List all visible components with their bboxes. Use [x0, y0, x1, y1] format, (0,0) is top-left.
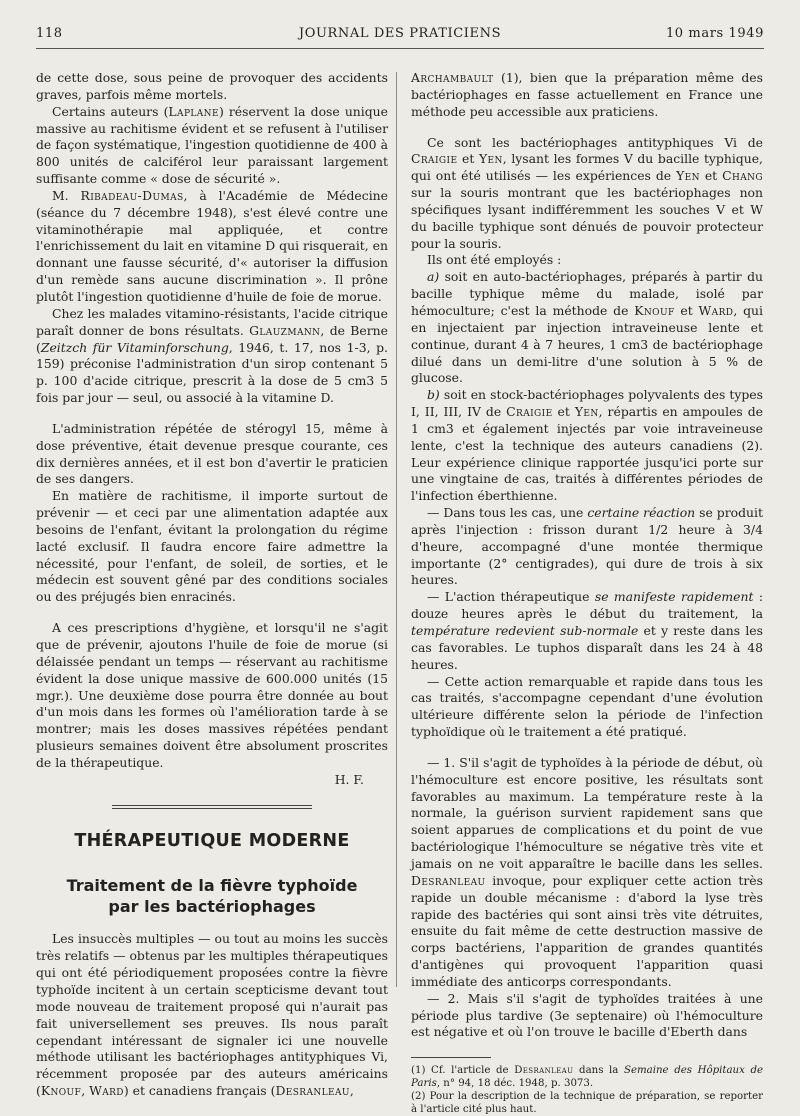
- author-name: Archambault: [411, 70, 494, 85]
- footnote: (2) Pour la description de la technique de préparation, se reporter à l'article cité plus haut.: [411, 1091, 763, 1116]
- article-title: Traitement de la fièvre typhoïde par les bactériophages: [66, 876, 358, 917]
- journal-title: JOURNAL DES PRATICIENS: [298, 26, 502, 41]
- section-title: THÉRAPEUTIQUE MODERNE: [74, 830, 350, 851]
- paragraph: A ces prescriptions d'hygiène, et lorsqu'il ne s'agit que de prévenir, ajoutons l'huile de foie de morue (si délaissée pendant un temps — réservant au rachitisme évident la dose unique massive de 600.000 unités (15 mgr.). Une deuxième dose pourra être donnée au bout d'un mois dans les formes où l'amélioration tarde à se montrer; mais les doses massives répétées pendant plusieurs semaines doivent être absolument proscrites de la thérapeutique.: [36, 620, 388, 770]
- author-name: Desranleau: [411, 872, 486, 888]
- paragraph: Chez les malades vitamino-résistants, l'acide citrique paraît donner de bons résultats. Glauzmann, de Berne (Zeitzch für Vitaminforschung, 1946, t. 17, nos 1-3, p. 159) préconise l'administration d'un sirop contenant 5 p. 100 d'acide citrique, prescrit à la dose de 5 cm3 5 fois par jour — seul, ou associé à la vitamine D.: [36, 305, 388, 406]
- paragraph: Ils ont été employés :: [427, 252, 562, 268]
- author-name: Knouf: [634, 302, 675, 318]
- paragraph: — Dans tous les cas, une certaine réaction se produit après l'injection : frisson durant 1/2 heure à 3/4 d'heure, accompagné d'une montée thermique importante (2° centigrades), qui dure de trois à six heures.: [411, 505, 763, 588]
- author-name: Yen: [676, 168, 700, 184]
- author-name: Yen: [574, 404, 599, 420]
- section-divider: [112, 805, 312, 809]
- author-name: Desranleau: [275, 1083, 350, 1099]
- header-rule: [36, 48, 764, 49]
- right-column: [411, 70, 763, 1116]
- author-name: Glauzmann: [249, 322, 321, 338]
- paragraph: L'administration répétée de stérogyl 15, même à dose préventive, était devenue presque courante, ces dix dernières années, et il est bon d'avertir le praticien de ses dangers.: [36, 420, 388, 487]
- page-number: 118: [36, 26, 63, 41]
- paragraph: — L'action thérapeutique se manifeste rapidement : douze heures après le début du traitement, la température redevient sub-normale et y reste dans les cas favorables. Le tuphos disparaît dans les 24 à 48 heures.: [411, 589, 763, 672]
- paragraph: Ce sont les bactériophages antityphiques Vi de Craigie et Yen, lysant les formes V du bacille typhique, qui ont été utilisés — les expériences de Yen et Chang sur la souris montrant que les bactériophages non spécifiques lysant indifféremment les souches V et W du bacille typhique sont dénués de pouvoir protecteur pour la souris.: [411, 134, 763, 251]
- author-name: Ribadeau-Dumas: [80, 187, 184, 203]
- author-name: Yen: [478, 151, 503, 167]
- left-column: [36, 70, 388, 1100]
- paragraph: a) soit en auto-bactériophages, préparés à partir du bacille typhique même du malade, isolé par hémoculture; c'est la méthode de Knouf et Ward, qui en injectaient par injection intraveineuse lente et continue, durant 4 à 7 heures, 1 cm3 de bactériophage dilué dans un demi-litre d'une solution à 5 % de glucose.: [411, 269, 763, 386]
- author-name: Ward: [698, 302, 734, 318]
- author-signature: H. F.: [334, 771, 364, 787]
- author-name: Desranleau: [514, 1065, 574, 1077]
- paragraph: En matière de rachitisme, il importe surtout de prévenir — et ceci par une alimentation adaptée aux besoins de l'enfant, évitant la prolongation du régime lacté exclusif. Il faudra encore faire admettre la nécessité, pour l'enfant, de soleil, de sorties, et le médecin est souvent gêné par des conditions sociales ou des préjugés bien enracinés.: [36, 488, 388, 605]
- author-name: Chang: [722, 168, 763, 184]
- paragraph: Les insuccès multiples — ou tout au moins les succès très relatifs — obtenus par les multiples thérapeutiques qui ont été périodiquement proposées contre la fièvre typhoïde incitent à un certain scepticisme devant tout mode nouveau de traitement proposé qui n'aurait pas fait universellement ses preuves. Ils nous paraît cependant intéressant de signaler ici une nouvelle méthode utilisant les bactériophages antityphiques Vi, récemment proposée par des auteurs américains (Knouf, Ward) et canadiens français (Desranleau,: [36, 931, 388, 1099]
- paragraph: M. Ribadeau-Dumas, à l'Académie de Médecine (séance du 7 décembre 1948), s'est élevé contre une vitaminothérapie mal appliquée, et contre l'enrichissement du lait en vitamine D qui risquerait, en donnant une fausse sécurité, d'« autoriser la diffusion d'un remède sans aucune discrimination ». Il prône plutôt l'ingestion quotidienne d'huile de foie de morue.: [36, 187, 388, 304]
- page-header: [36, 26, 764, 46]
- author-name: Ward: [89, 1083, 124, 1099]
- paragraph: — Cette action remarquable et rapide dans tous les cas traités, s'accompagne cependant d'une évolution ultérieure différente selon la période de l'infection typhoïdique où le traitement a été pratiqué.: [411, 673, 763, 740]
- paragraph: — 2. Mais s'il s'agit de typhoïdes traitées à une période plus tardive (3e septenaire) où l'hémoculture est négative et où l'on trouve le bacille d'Eberth dans: [411, 990, 763, 1040]
- paragraph: de cette dose, sous peine de provoquer des accidents graves, parfois même mortels.: [36, 70, 388, 102]
- journal-reference: Zeitzch für Vitaminforschung: [40, 339, 229, 355]
- footnote-rule: [411, 1057, 491, 1058]
- paragraph: Certains auteurs (Laplane) réservent la dose unique massive au rachitisme évident et se refusent à l'utiliser de façon systématique, l'ingestion quotidienne de 400 à 800 unités de calciférol leur paraissant largement suffisante comme « dose de sécurité ».: [36, 103, 388, 187]
- footnote: (1) Cf. l'article de Desranleau dans la Semaine des Hôpitaux de Paris, n° 94, 18 déc. 1948, p. 3073.: [411, 1065, 764, 1090]
- paragraph: — 1. S'il s'agit de typhoïdes à la période de début, où l'hémoculture est encore positive, les résultats sont favorables au maximum. La température reste à la normale, la guérison survient rapidement sans que soient apparues de complications et du point de vue bactériologique l'hémoculture se négative très vite et jamais on ne voit apparaître le bacille dans les selles. Desranleau invoque, pour expliquer cette action très rapide un double mécanisme : d'abord la lyse très rapide des bactéries qui sont ainsi très vite détruites, ensuite du fait même de cette destruction massive de corps bactériens, l'apparition de grandes quantités d'antigènes qui provoquent l'apparition quasi immédiate des anticorps correspondants.: [411, 754, 763, 989]
- issue-date: 10 mars 1949: [665, 26, 764, 41]
- author-name: Craigie: [506, 404, 553, 420]
- author-name: Knouf: [40, 1083, 82, 1099]
- paragraph: b) soit en stock-bactériophages polyvalents des types I, II, III, IV de Craigie et Yen, répartis en ampoules de 1 cm3 et également injectés par voie intraveineuse lente, c'est la technique des auteurs canadiens (2). Leur expérience clinique rapportée jusqu'ici porte sur une vingtaine de cas, traités à différentes périodes de l'infection éberthienne.: [411, 387, 764, 504]
- column-divider: [396, 72, 397, 987]
- paragraph: Archambault (1), bien que la préparation même des bactériophages en fasse actuellement en France une méthode peu accessible aux praticiens.: [411, 70, 763, 119]
- author-name: Laplane: [168, 103, 219, 119]
- author-name: Craigie: [411, 151, 458, 167]
